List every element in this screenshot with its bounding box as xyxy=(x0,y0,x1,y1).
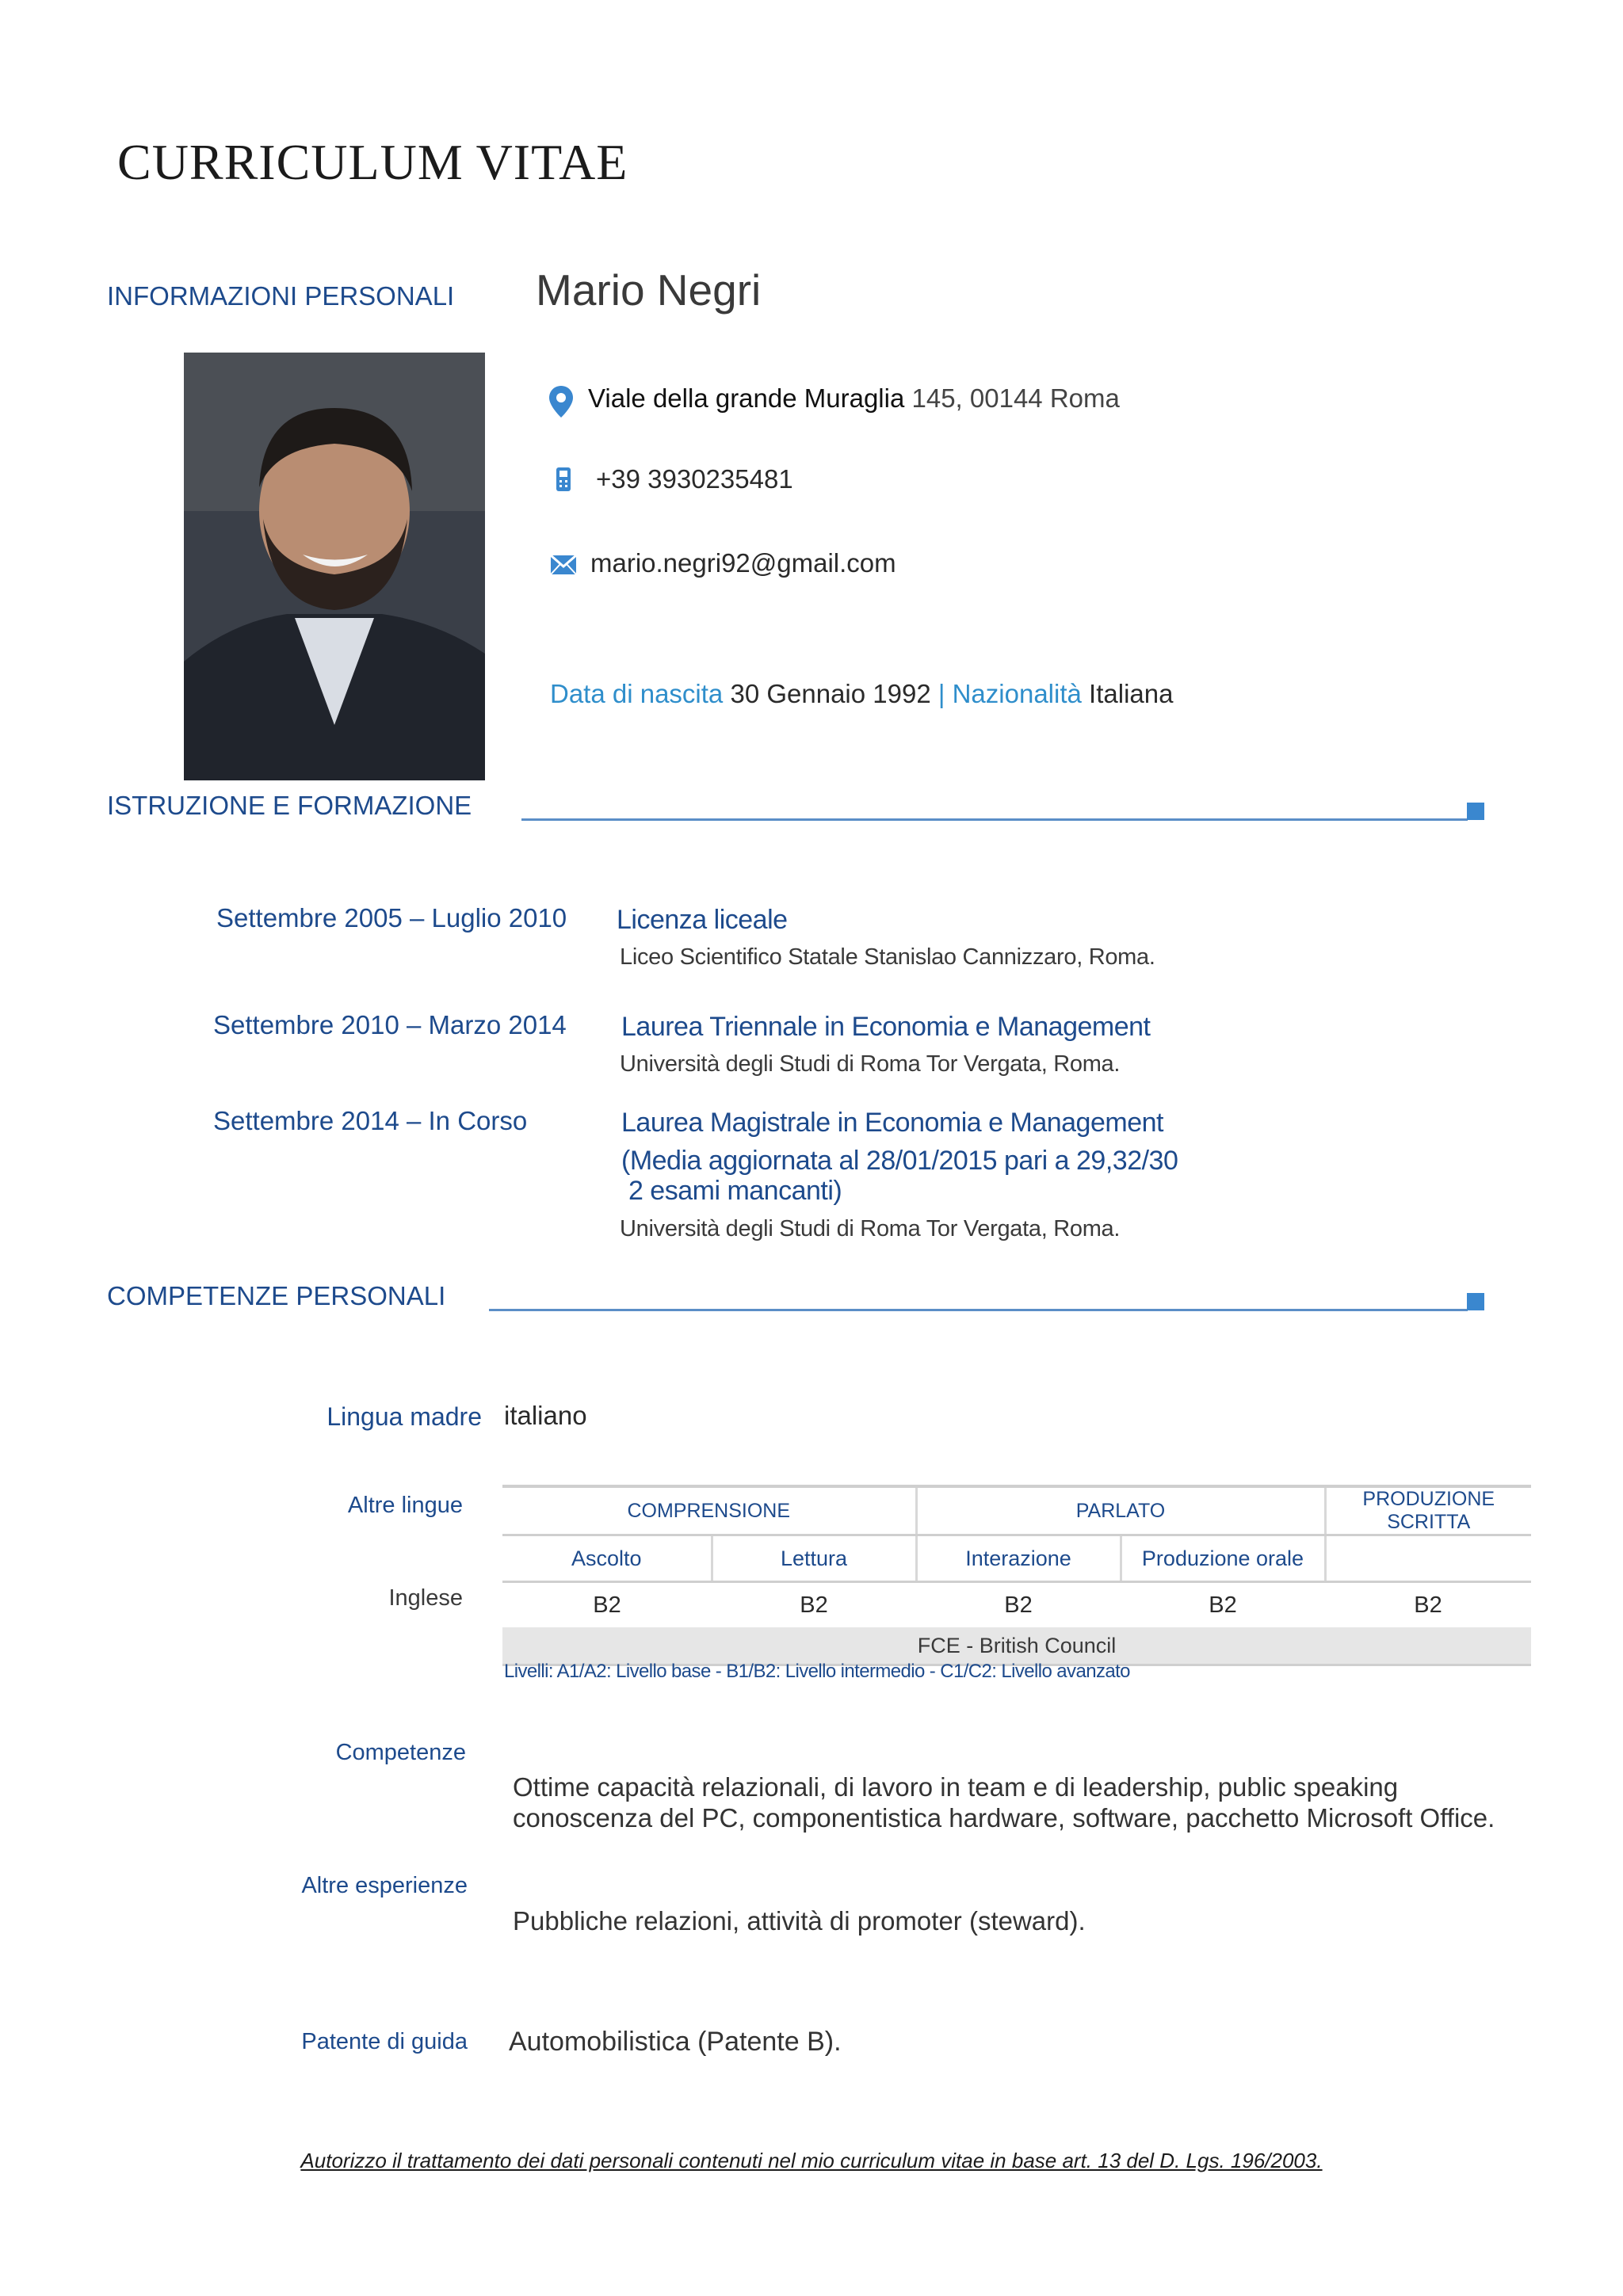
section-divider xyxy=(489,1309,1468,1311)
header-speaking: PARLATO xyxy=(916,1486,1325,1535)
education-title: Licenza liceale xyxy=(617,905,788,935)
header-comprehension: COMPRENSIONE xyxy=(502,1486,916,1535)
table-row xyxy=(502,1582,1531,1628)
email-address: mario.negri92@gmail.com xyxy=(590,548,896,578)
education-detail: Università degli Studi di Roma Tor Vergata, Roma. xyxy=(620,1216,1121,1241)
section-label-education: ISTRUZIONE E FORMAZIONE xyxy=(107,791,472,820)
education-title-line3: 2 esami mancanti) xyxy=(621,1176,842,1206)
table-header-row xyxy=(502,1486,1531,1535)
person-name: Mario Negri xyxy=(536,265,762,315)
page-title: CURRICULUM VITAE xyxy=(117,134,628,190)
language-table xyxy=(502,1485,1531,1666)
birth-nationality-line xyxy=(550,679,1173,709)
other-experience-label: Altre esperienze xyxy=(301,1873,468,1898)
education-title: Laurea Triennale in Economia e Management xyxy=(621,1012,1151,1042)
language-name: Inglese xyxy=(388,1585,463,1611)
section-label-skills: COMPETENZE PERSONALI xyxy=(107,1281,446,1310)
envelope-icon xyxy=(550,555,577,575)
certificate-cell: FCE - British Council xyxy=(502,1627,1531,1665)
education-date: Settembre 2014 – In Corso xyxy=(213,1106,528,1135)
table-subheader-row xyxy=(502,1535,1531,1582)
privacy-consent: Autorizzo il trattamento dei dati personali contenuti nel mio curriculum vitae in base art. 13 del D. Lgs. 196/2003. xyxy=(300,2149,1323,2172)
level-cell: B2 xyxy=(1004,1592,1033,1618)
address-text xyxy=(588,383,1120,414)
level-cell: B2 xyxy=(1414,1592,1442,1618)
profile-photo xyxy=(184,353,485,780)
address-rest: 145, 00144 Roma xyxy=(904,383,1120,413)
certificate-row xyxy=(502,1627,1531,1665)
map-pin-icon xyxy=(549,386,573,418)
mother-tongue-label: Lingua madre xyxy=(327,1402,482,1431)
driving-license-label: Patente di guida xyxy=(301,2029,468,2054)
driving-license-text: Automobilistica (Patente B). xyxy=(509,2027,842,2057)
header-writing: PRODUZIONE SCRITTA xyxy=(1325,1486,1531,1535)
mother-tongue-value: italiano xyxy=(504,1401,587,1430)
competences-line: Ottime capacità relazionali, di lavoro in team e di leadership, public speaking xyxy=(513,1772,1399,1802)
phone-number: +39 3930235481 xyxy=(596,464,793,494)
level-cell: B2 xyxy=(800,1592,828,1618)
birth-value: 30 Gennaio 1992 xyxy=(723,679,938,708)
education-detail: Liceo Scientifico Statale Stanislao Cannizzaro, Roma. xyxy=(620,944,1155,970)
level-cell: B2 xyxy=(1209,1592,1237,1618)
phone-icon xyxy=(555,466,572,493)
education-date: Settembre 2010 – Marzo 2014 xyxy=(213,1010,567,1039)
subheader-interaction: Interazione xyxy=(916,1535,1121,1582)
level-cell: B2 xyxy=(593,1592,621,1618)
education-detail: Università degli Studi di Roma Tor Vergata, Roma. xyxy=(620,1051,1121,1077)
birth-label: Data di nascita xyxy=(550,679,724,708)
section-label-personal: INFORMAZIONI PERSONALI xyxy=(107,281,455,311)
education-date: Settembre 2005 – Luglio 2010 xyxy=(216,903,567,933)
levels-note: Livelli: A1/A2: Livello base - B1/B2: Livello intermedio - C1/C2: Livello avanzato xyxy=(504,1661,1130,1682)
education-title-line2: (Media aggiornata al 28/01/2015 pari a 29,32/30 xyxy=(621,1146,1178,1176)
divider-square-icon xyxy=(1467,803,1484,820)
subheader-empty xyxy=(1325,1535,1531,1582)
section-divider xyxy=(521,818,1468,821)
subheader-reading: Lettura xyxy=(712,1535,916,1582)
other-experience-text: Pubbliche relazioni, attività di promoter (steward). xyxy=(513,1906,1086,1936)
subheader-listening: Ascolto xyxy=(502,1535,712,1582)
nationality-value: Italiana xyxy=(1081,679,1174,708)
divider-square-icon xyxy=(1467,1293,1484,1310)
competences-line: conoscenza del PC, componentistica hardware, software, pacchetto Microsoft Office. xyxy=(513,1803,1495,1833)
subheader-oral-production: Produzione orale xyxy=(1121,1535,1325,1582)
address-street: Viale della grande Muraglia xyxy=(588,383,905,413)
other-languages-label: Altre lingue xyxy=(347,1493,463,1518)
education-title: Laurea Magistrale in Economia e Management xyxy=(621,1108,1163,1138)
nationality-label: | Nazionalità xyxy=(938,679,1082,708)
competences-label: Competenze xyxy=(335,1740,466,1765)
